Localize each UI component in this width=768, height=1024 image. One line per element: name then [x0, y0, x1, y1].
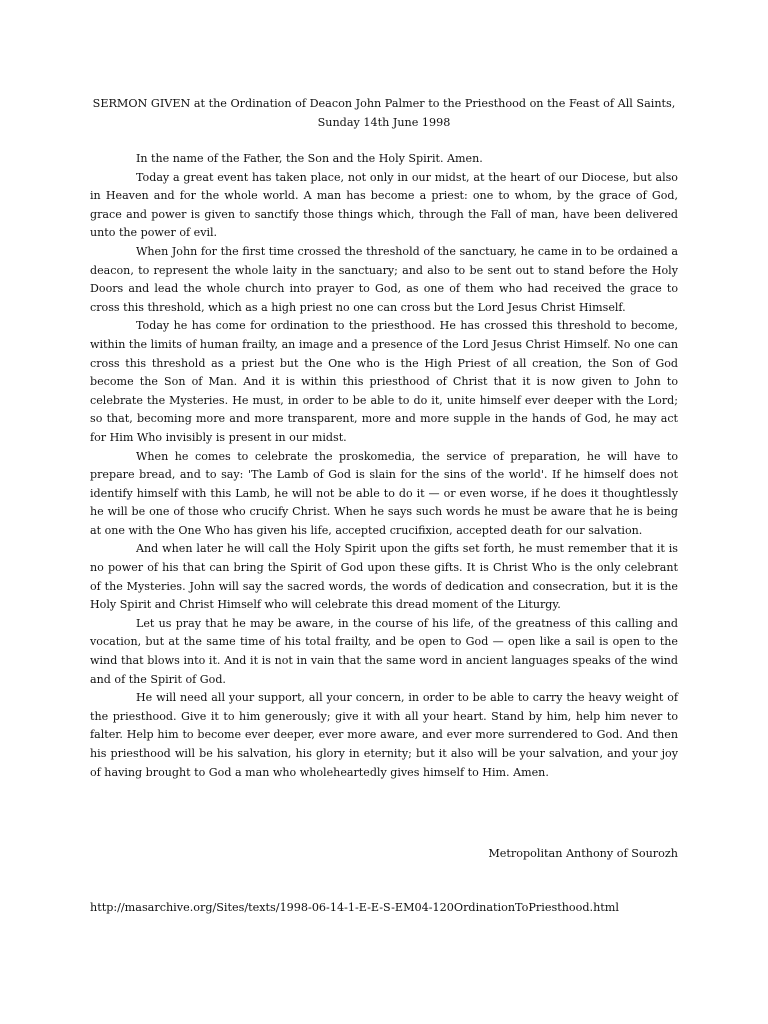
author-signature: Metropolitan Anthony of Sourozh [488, 847, 678, 860]
source-url-text: http://masarchive.org/Sites/texts/1998-06-14-1-E-E-S-EM04-120OrdinationToPriesthood.html [90, 901, 619, 914]
sermon-title: SERMON GIVEN at the Ordination of Deacon John Palmer to the Priesthood on the Feast of All Saints, Sunday 14th June 1998 [92, 97, 676, 129]
paragraph-support: He will need all your support, all your concern, in order to be able to carry the heavy weight of the priesthood. Give it to him generously; give it with all your heart. Stand by him, help him never to falter. Help him to become ever deeper, ever more aware, and ever more surrendered to God. And then his priesthood will be his salvation, his glory in eternity; but it also will be your salvation, and your joy of having brought to God a man who wholeheartedly gives himself to Him. Amen. [90, 691, 678, 779]
paragraph-priesthood: Today he has come for ordination to the priesthood. He has crossed this threshold to become, within the limits of human frailty, an image and a presence of the Lord Jesus Christ Himself. No one can cross this threshold as a priest but the One who is the High Priest of all creation, the Son of God become the Son of Man. And it is within this priesthood of Christ that it is now given to John to celebrate the Mysteries. He must, in order to be able to do it, unite himself ever deeper with the Lord; so that, becoming more and more transparent, more and more supple in the hands of God, he may act for Him Who invisibly is present in our midst. [90, 319, 678, 444]
paragraph-proskomedia: When he comes to celebrate the proskomedia, the service of preparation, he will have to prepare bread, and to say: 'The Lamb of God is slain for the sins of the world'. If he himself does not identify himself with this Lamb, he will not be able to do it — or even worse, if he does it thoughtlessly he will be one of those who crucify Christ. When he says such words he must be aware that he is being at one with the One Who has given his life, accepted crucifixion, accepted death for our salvation. [90, 449, 678, 537]
sermon-body [90, 150, 678, 782]
paragraph-holy-spirit: And when later he will call the Holy Spirit upon the gifts set forth, he must remember that it is no power of his that can bring the Spirit of God upon these gifts. It is Christ Who is the only celebrant of the Mysteries. John will say the sacred words, the words of dedication and consecration, but it is the Holy Spirit and Christ Himself who will celebrate this dread moment of the Liturgy. [90, 542, 678, 612]
paragraph-prayer: Let us pray that he may be aware, in the course of his life, of the greatness of this calling and vocation, but at the same time of his total frailty, and be open to God — open like a sail is open to the wind that blows into it. And it is not in vain that the same word in ancient languages speaks of the wind and of the Spirit of God. [90, 616, 678, 686]
paragraph-great-event: Today a great event has taken place, not only in our midst, at the heart of our Diocese, but also in Heaven and for the whole world. A man has become a priest: one to whom, by the grace of God, grace and power is given to sanctify those things which, through the Fall of man, have been delivered unto the power of evil. [90, 170, 678, 240]
paragraph-opening: In the name of the Father, the Son and the Holy Spirit. Amen. [136, 152, 483, 165]
paragraph-threshold: When John for the first time crossed the threshold of the sanctuary, he came in to be ordained a deacon, to represent the whole laity in the sanctuary; and also to be sent out to stand before the Holy Doors and lead the whole church into prayer to God, as one of them who had received the grace to cross this threshold, which as a high priest no one can cross but the Lord Jesus Christ Himself. [90, 244, 678, 314]
